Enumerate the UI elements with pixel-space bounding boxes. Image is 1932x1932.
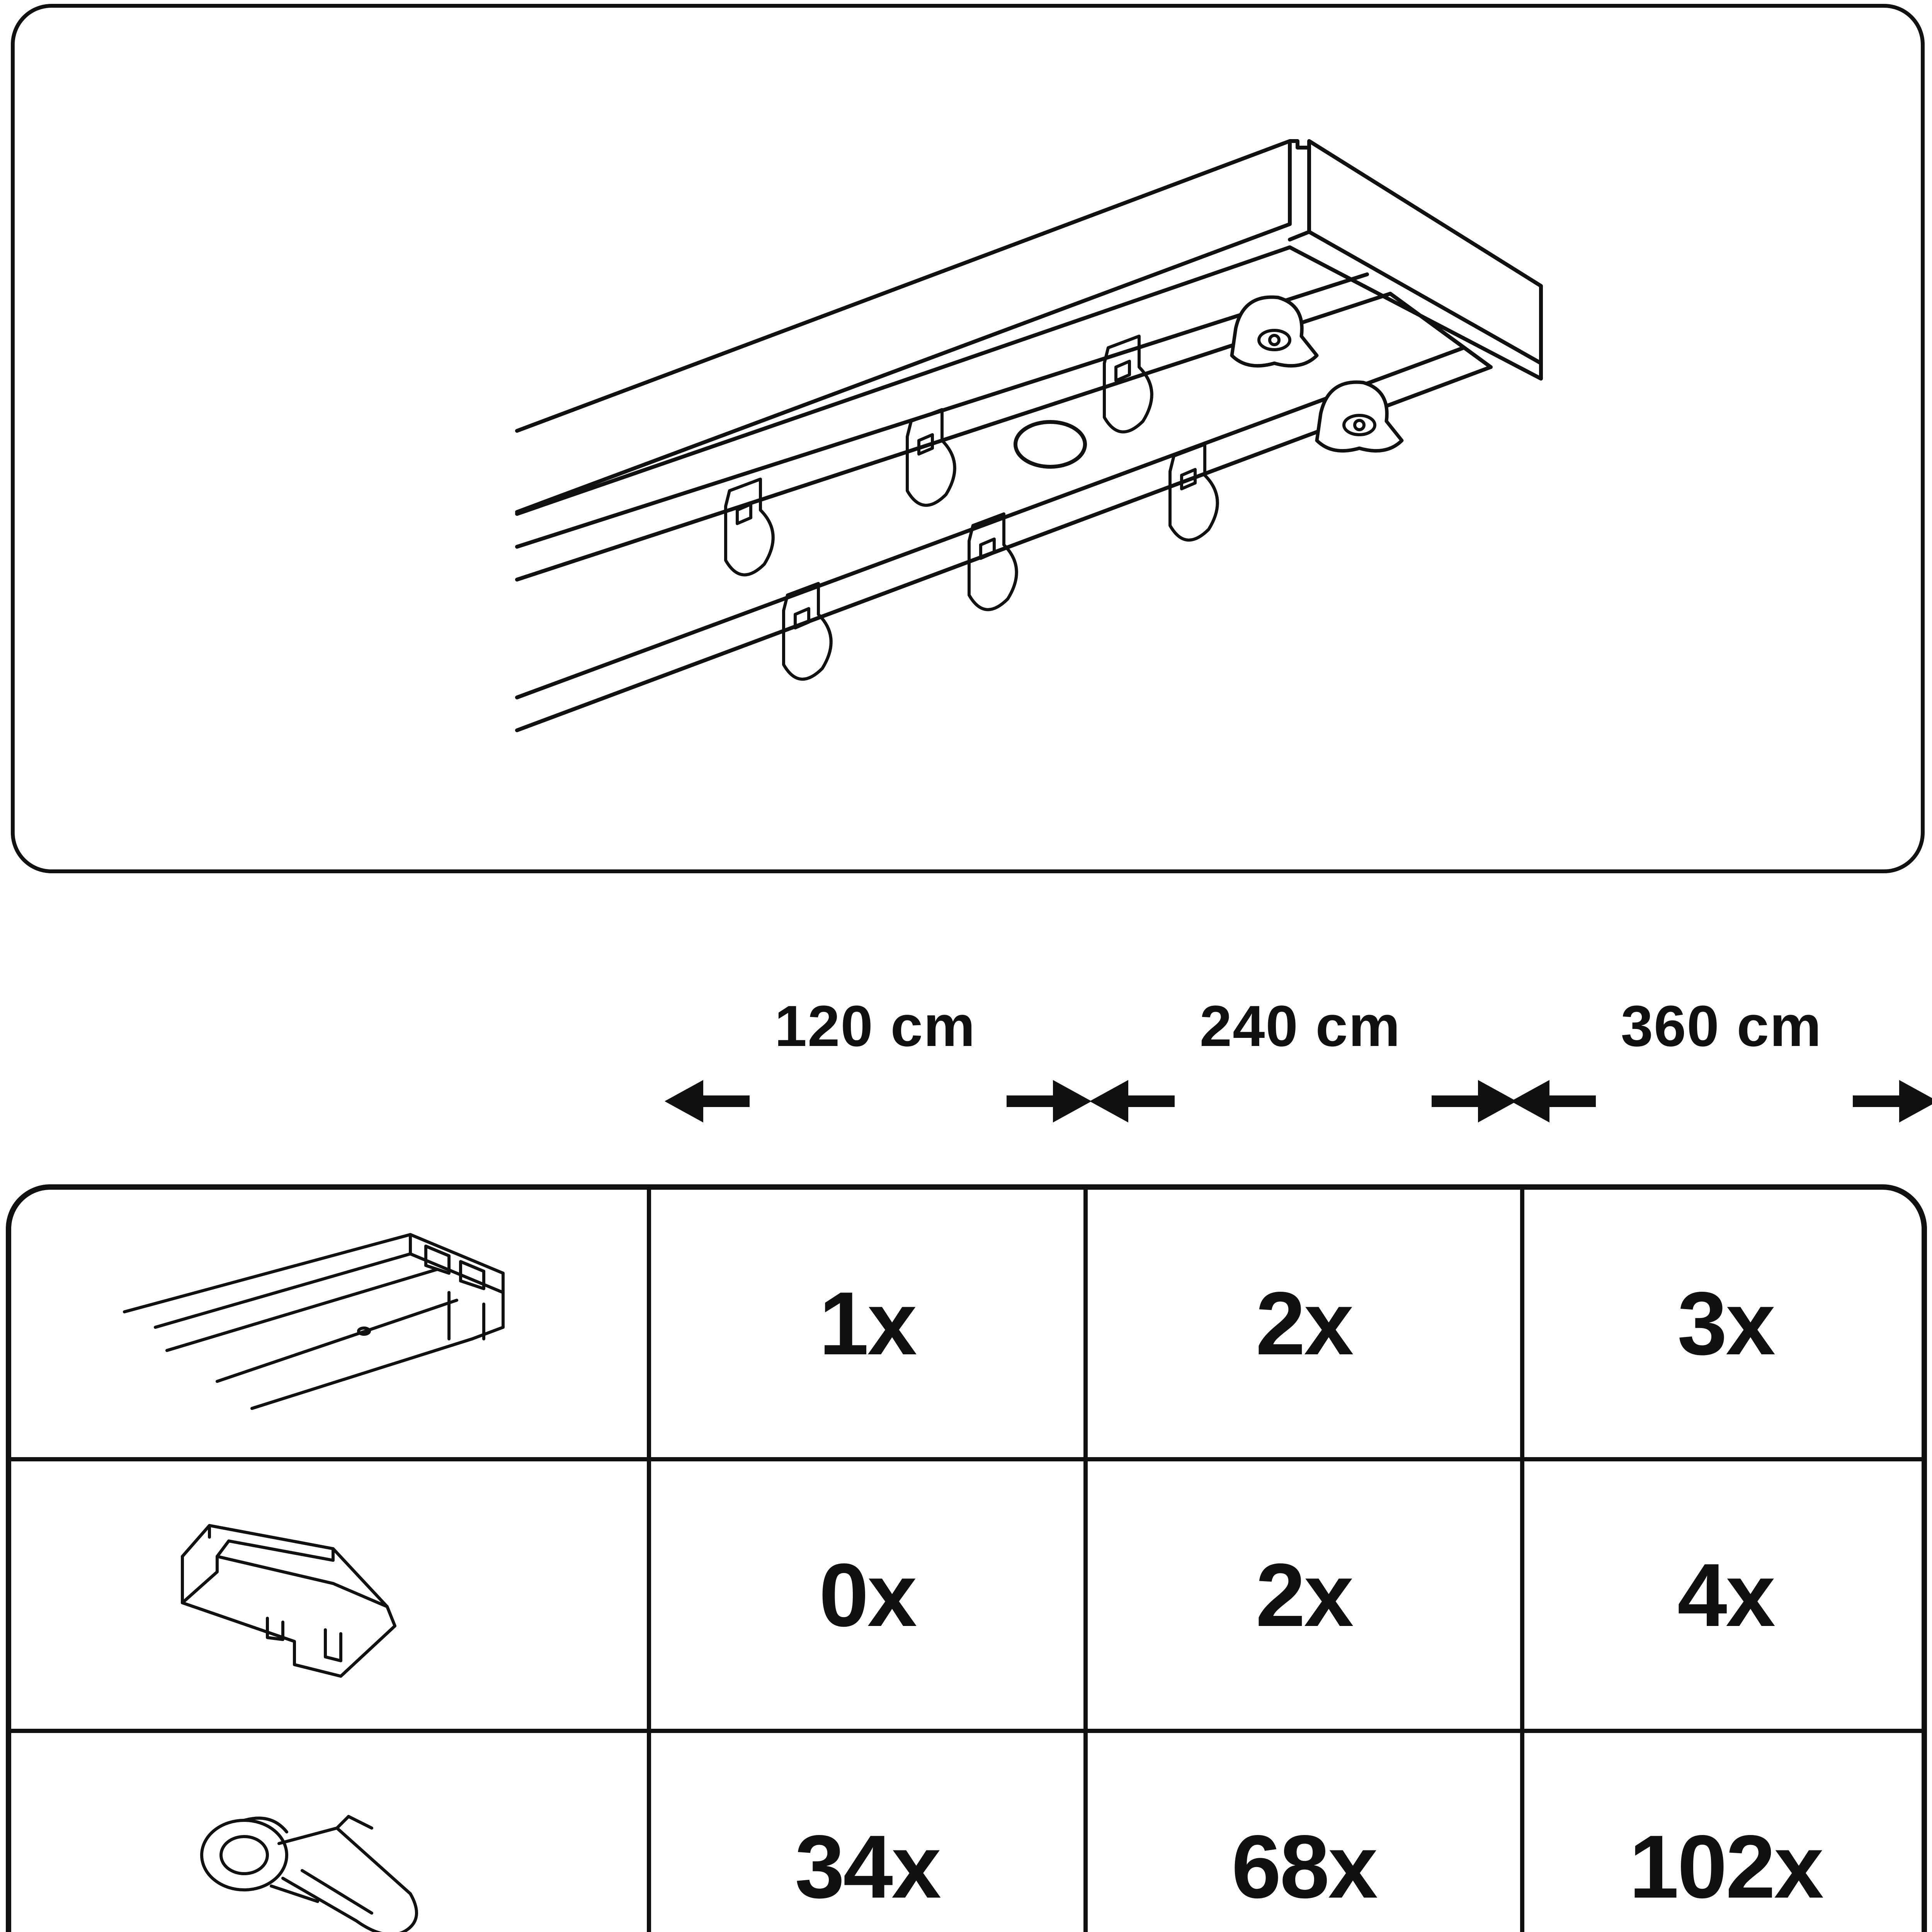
- double-arrow-icon: [1082, 1078, 1519, 1124]
- quantity-120: 0x: [647, 1461, 1083, 1729]
- length-column-360: [1503, 989, 1932, 1144]
- double-arrow-icon: [1503, 1078, 1932, 1124]
- length-label-120: 120 cm: [774, 993, 976, 1058]
- table-row: [11, 1733, 1922, 1932]
- glider-hook-icon: [726, 479, 773, 575]
- curtain-rail-assembly-illustration: [15, 8, 1929, 877]
- glider-hook-icon: [1170, 444, 1218, 540]
- table-row: [11, 1190, 1922, 1461]
- part-image-cell: [11, 1461, 647, 1729]
- quantity-360: 3x: [1520, 1190, 1927, 1457]
- length-column-240: [1082, 989, 1519, 1144]
- length-header: [641, 989, 1913, 1144]
- part-image-cell: [11, 1190, 647, 1457]
- quantity-120: 34x: [647, 1733, 1083, 1932]
- part-image-cell: [11, 1733, 647, 1932]
- quantity-120: 1x: [647, 1190, 1083, 1457]
- quantity-240: 2x: [1083, 1190, 1520, 1457]
- double-arrow-icon: [657, 1078, 1094, 1124]
- quantity-360: 4x: [1520, 1461, 1927, 1729]
- quantity-360: 102x: [1520, 1733, 1927, 1932]
- quantity-240: 2x: [1083, 1461, 1520, 1729]
- quantity-240: 68x: [1083, 1733, 1520, 1932]
- connector-clip-icon: [155, 1495, 503, 1696]
- ceiling-clip-icon: [1317, 382, 1402, 451]
- rail-profile-icon: [117, 1223, 542, 1424]
- glider-hook-icon: [907, 410, 955, 505]
- rail-illustration-panel: [11, 4, 1925, 873]
- glider-hook-icon: [155, 1766, 503, 1932]
- length-label-360: 360 cm: [1621, 993, 1822, 1058]
- parts-quantity-table: [6, 1184, 1927, 1932]
- ceiling-clip-icon: [1232, 297, 1317, 366]
- length-column-120: [657, 989, 1094, 1144]
- length-label-240: 240 cm: [1199, 993, 1401, 1058]
- table-row: [11, 1461, 1922, 1733]
